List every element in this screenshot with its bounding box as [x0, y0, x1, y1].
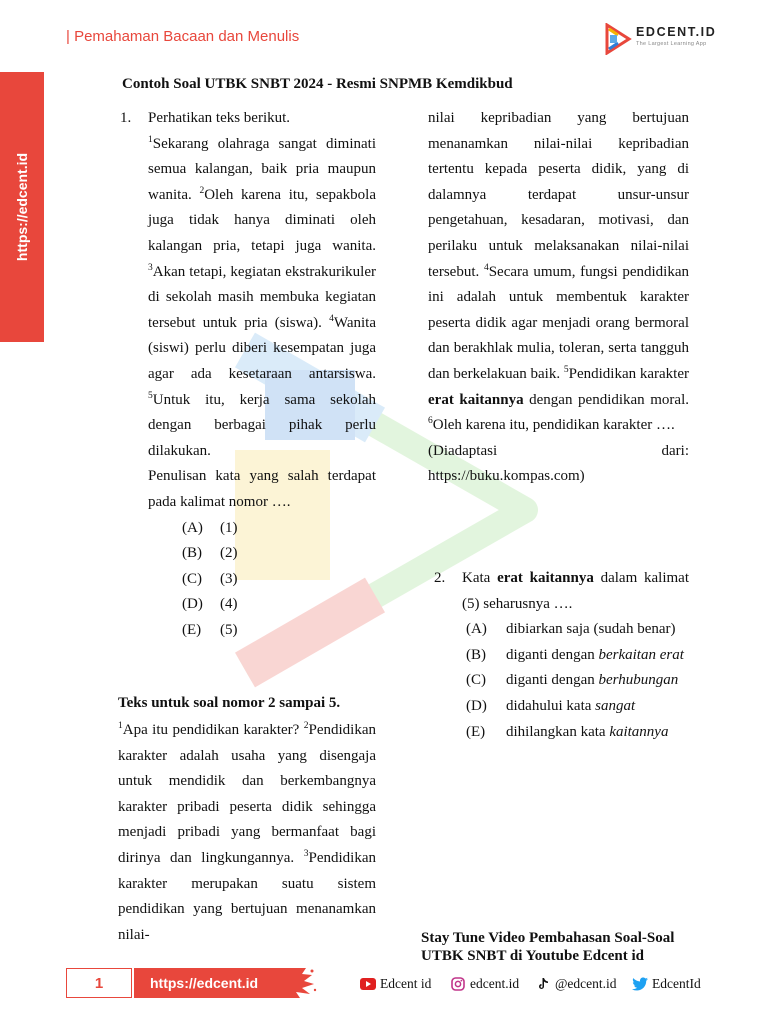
footer-url[interactable]: https://edcent.id — [134, 968, 284, 998]
youtube-icon — [360, 977, 376, 991]
page-number: 1 — [66, 968, 132, 998]
question-number: 1. — [120, 110, 132, 126]
answer-option-a[interactable]: (A) (1) — [182, 519, 238, 536]
answer-option-c[interactable]: (C) (3) — [182, 570, 238, 587]
answer-options — [182, 516, 376, 644]
answer-option-b[interactable]: (B) diganti dengan berkaitan erat — [466, 646, 684, 663]
question-number: 2. — [434, 570, 446, 586]
answer-option-e[interactable]: (E) (5) — [182, 621, 238, 638]
logo-mark-icon — [604, 23, 632, 55]
footer-twitter[interactable]: EdcentId — [632, 976, 701, 992]
passage-source: (Diadaptasi dari: — [428, 442, 689, 459]
section-2-passage-right: nilai kepribadian yang bertujuan menanamkan nilai-nilai kepribadian tertentu kepada peserta didik, yang di dalamnya terdapat unsur-unsur pengetahuan, kesadaran, motivasi, dan perilaku untuk melaksanakan nilai-nilai tersebut. $^4$Secara umum, fungsi pendidikan ini adalah untuk membentuk karakter peserta didik agar menjadi orang bermoral dan berakhlak mulia, toleran, serta tangguh dan berkelakuan baik. $^5$Pendidikan karakter erat kaitannya dengan pendidikan moral. $^6$Oleh karena itu, pendidikan karakter …. (Diadaptasi dari: https://buku.kompas.com) — [428, 106, 689, 490]
footer-tiktok[interactable]: @edcent.id — [535, 976, 617, 992]
question-1 — [118, 106, 376, 643]
edcent-logo — [604, 22, 717, 56]
tiktok-icon — [535, 977, 551, 991]
section-title: | Pemahaman Bacaan dan Menulis — [66, 28, 300, 45]
answer-option-d[interactable]: (D) (4) — [182, 596, 238, 613]
answer-option-e[interactable]: (E) dihilangkan kata kaitannya — [466, 723, 669, 740]
side-url-band — [0, 72, 44, 342]
answer-option-b[interactable]: (B) (2) — [182, 545, 238, 562]
question-1-passage: $^1$Sekarang olahraga sangat diminati semua kalangan, baik pria maupun wanita. $^2$Oleh karena itu, sepakbola juga tidak hanya diminati oleh kalangan pria, tetapi juga wanita. $^3$Akan tetapi, kegiatan ekstrakurikuler di sekolah masih membuka kegiatan tersebut untuk pria (siswa). $^4$Wanita (siswi) perlu diberi kesempatan juga agar ada kesetaraan antarsiswa. $^5$Untuk itu, kerja sama sekolah dengan berbagai pihak perlu dilakukan. — [148, 134, 376, 459]
logo-brand: EDCENT.ID — [636, 25, 717, 39]
video-promo: Stay Tune Video Pembahasan Soal-Soal UTBK SNBT di Youtube Edcent id — [421, 930, 675, 964]
document-title: Contoh Soal UTBK SNBT 2024 - Resmi SNPMB Kemdikbud — [122, 76, 513, 92]
logo-tagline: The Largest Learning App — [636, 41, 707, 47]
brush-stroke-icon — [284, 966, 318, 1000]
question-1-prompt: Penulisan kata yang salah terdapat pada kalimat nomor …. — [148, 468, 376, 510]
question-2 — [434, 566, 689, 745]
twitter-bird-icon — [632, 977, 648, 991]
passage-source-url: https://buku.kompas.com) — [428, 468, 585, 485]
answer-option-a[interactable]: (A) dibiarkan saja (sudah benar) — [466, 621, 676, 638]
section-2-passage-left: $^1$Apa itu pendidikan karakter? $^2$Pendidikan karakter adalah usaha yang disengaja untuk mendidik dan berkembangnya karakter pribadi peserta didik sehingga menjadi pribadi yang bermanfaat bagi dirinya dan lingkungannya. $^3$Pendidikan karakter merupakan suatu sistem pendidikan yang bertujuan menanamkan nilai- — [118, 721, 376, 943]
instagram-icon — [450, 977, 466, 991]
footer-youtube[interactable]: Edcent id — [360, 976, 431, 992]
section-2-heading: Teks untuk soal nomor 2 sampai 5. — [118, 695, 341, 711]
answer-option-d[interactable]: (D) didahului kata sangat — [466, 697, 636, 714]
answer-option-c[interactable]: (C) diganti dengan berhubungan — [466, 672, 679, 689]
question-2-stem: Kata erat kaitannya dalam kalimat (5) seharusnya …. — [462, 570, 689, 612]
side-url-text[interactable]: https://edcent.id — [14, 152, 30, 262]
question-intro: Perhatikan teks berikut. — [148, 110, 291, 126]
footer-instagram[interactable]: edcent.id — [450, 976, 519, 992]
